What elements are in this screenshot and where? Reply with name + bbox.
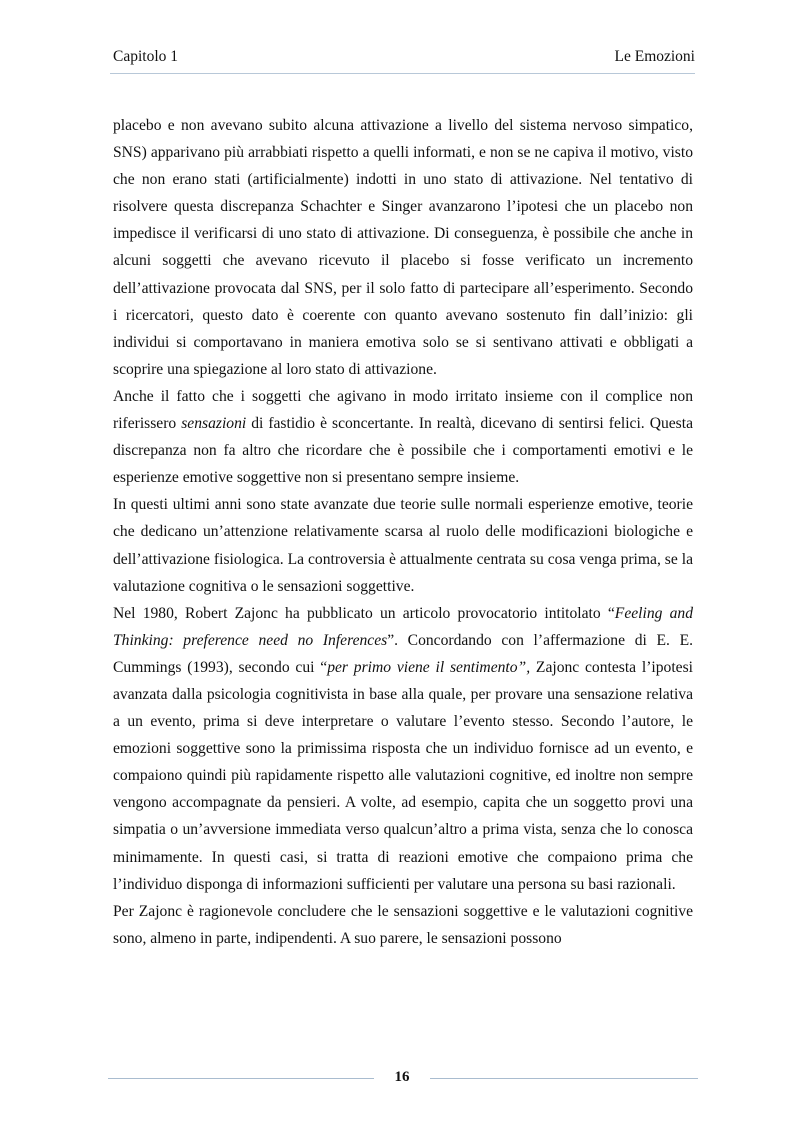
quote-italic: per primo viene il sentimento”, [327, 658, 531, 676]
footer-divider-left [108, 1078, 374, 1079]
text-segment: placebo e non avevano subito alcuna attivazione a livello del sistema nervoso simpatico, SNS) apparivano più arrabbiati rispetto a quelli informati, e non se ne capiva il motivo, visto che non erano stati (artificialmente) indotti in uno stato di attivazione. Nel tentativo di risolvere questa discrepanza Schachter e Singer avanzarono l’ipotesi che un placebo non impedisce il verificarsi di uno stato di attivazione. Di conseguenza, è possibile che anche in alcuni soggetti che avevano ricevuto il placebo si fosse verificato un incremento dell’attivazione provocata dal SNS, per il solo fatto di partecipare all’esperimento. Secondo i ricercatori, questo dato è coerente con quanto avevano sostenuto fin dall’inizio: gli individui si comportavano in maniera emotiva solo se si sentivano attivati e obbligati a scoprire una spiegazione al loro stato di attivazione. [113, 117, 693, 378]
paragraph [113, 898, 693, 952]
text-segment: Nel 1980, Robert Zajonc ha pubblicato un articolo provocatorio intitolato “ [113, 604, 615, 622]
paragraph [113, 491, 693, 599]
text-segment: Anche il fatto che i soggetti che agivano in modo irritato insieme con il complice non riferissero [113, 387, 693, 433]
paragraph [113, 112, 693, 383]
chapter-title: Le Emozioni [614, 48, 695, 65]
chapter-label: Capitolo 1 [113, 48, 179, 65]
paragraph [113, 600, 693, 898]
page-header [113, 48, 695, 70]
text-segment: ”. Concordando con l’affermazione di E. E. Cummings (1993), secondo cui “ [113, 631, 693, 676]
text-segment: di fastidio è sconcertante. In realtà, dicevano di sentirsi felici. Questa discrepanza non fa altro che ricordare che è possibile che i comportamenti emotivi e le esperienze emotive soggettive non si presentano sempre insieme. [113, 415, 693, 487]
text-segment: Zajonc contesta l’ipotesi avanzata dalla psicologia cognitivista in base alla quale, per provare una sensazione relativa a un evento, prima si deve interpretare o valutare l’evento stesso. Secondo l’autore, le emozioni soggettive sono la primissima risposta che un individuo fornisce ad un evento, e compaiono quindi più rapidamente rispetto alle valutazioni cognitive, ed inoltre non sempre vengono accompagnate da pensieri. A volte, ad esempio, capita che un soggetto provi una simpatia o un’avversione immediata verso qualcun’altro a prima vista, senza che lo conosca minimamente. In questi casi, si tratta di reazioni emotive che compaiono prima che l’individuo disponga di informazioni sufficienti per valutare una persona su basi razionali. [113, 658, 694, 893]
main-text [113, 112, 693, 952]
page-number: 16 [394, 1069, 410, 1085]
paragraph [113, 383, 693, 491]
footer-divider-right [430, 1078, 698, 1079]
text-segment: Per Zajonc è ragionevole concludere che le sensazioni soggettive e le valutazioni cognitive sono, almeno in parte, indipendenti. A suo parere, le sensazioni possono [113, 902, 693, 947]
header-divider [110, 73, 695, 74]
article-title-italic: Feeling and Thinking: preference need no Inferences [113, 604, 693, 649]
text-segment: In questi ultimi anni sono state avanzate due teorie sulle normali esperienze emotive, teorie che dedicano un’attenzione relativamente scarsa al ruolo delle modificazioni biologiche e dell’attivazione fisiologica. La controversia è attualmente centrata su cosa venga prima, se la valutazione cognitiva o le sensazioni soggettive. [113, 496, 693, 595]
italic-segment: sensazioni [181, 415, 247, 433]
